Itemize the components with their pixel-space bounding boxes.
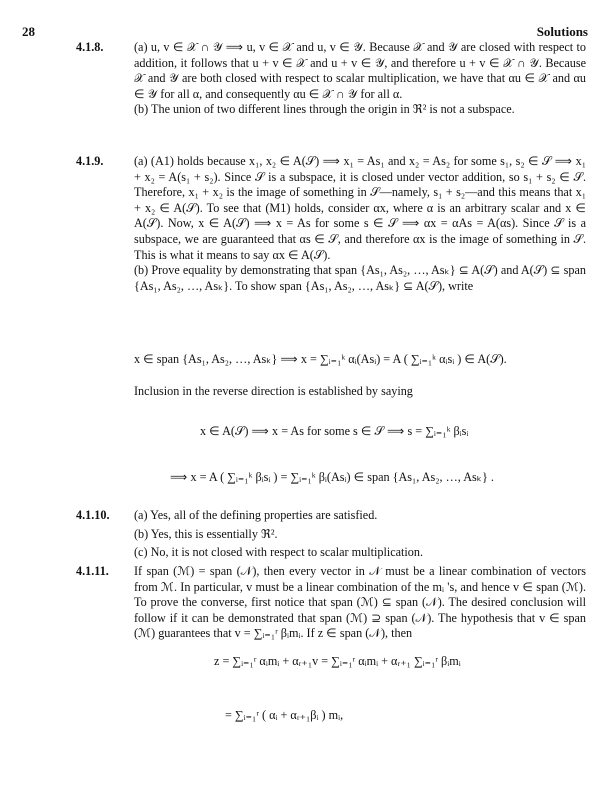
- paragraph: (a) (A1) holds because x₁, x₂ ∈ A(𝒮) ⟹ x₁ = As₁ and x₂ = As₂ for some s₁, s₂ ∈ 𝒮 ⟹ x₁ + x₂ = A(s₁ + s₂). Since 𝒮 is a subspace, it is closed under vector addition, so s₁ + s₂ ∈ 𝒮. Therefore, x₁ + x₂ is the image of something in 𝒮—namely, s₁ + s₂—and this means that x₁ + x₂ ∈ A(𝒮). To see that (M1) holds, consider αx, where α is an arbitrary scalar and x ∈ A(𝒮). Now, x ∈ A(𝒮) ⟹ x = As for some s ∈ 𝒮 ⟹ αx = αAs = A(αs). Since 𝒮 is a subspace, we are guaranteed that αs ∈ 𝒮, and therefore αx is the image of something in 𝒮. This is what it means to say αx ∈ A(𝒮).: [134, 154, 586, 262]
- page-number: 28: [22, 24, 35, 39]
- paragraph: (c) No, it is not closed with respect to scalar multiplication.: [134, 545, 424, 560]
- paragraph: If span (ℳ) = span (𝒩), then every vector in 𝒩 must be a linear combination of vectors from ℳ. In particular, v must be a linear combination of the mᵢ 's, and hence v ∈ span (ℳ). To prove the converse, first notice that span (ℳ) ⊆ span (𝒩). The desired conclusion will follow if it can be demonstrated that span (ℳ) ⊇ span (𝒩). The hypothesis that v ∈ span (ℳ) guarantees that v = ∑ᵢ₌₁ʳ βᵢmᵢ. If z ∈ span (𝒩), then: [134, 564, 586, 641]
- inclusion-sentence: Inclusion in the reverse direction is established by saying: [134, 384, 413, 398]
- paragraph: (b) The union of two different lines through the origin in ℜ² is not a subspace.: [134, 102, 515, 117]
- problem-4-1-11: [78, 564, 586, 642]
- equation-5: = ∑ᵢ₌₁ʳ ( αᵢ + αᵣ₊₁βᵢ ) mᵢ,: [225, 708, 344, 722]
- paragraph: (b) Prove equality by demonstrating that span {As₁, As₂, …, Asₖ} ⊆ A(𝒮) and A(𝒮) ⊆ span {As₁, As₂, …, Asₖ}. To show span {As₁, As₂, …, Asₖ} ⊆ A(𝒮), write: [134, 263, 586, 293]
- equation-4: z = ∑ᵢ₌₁ʳ αᵢmᵢ + αᵣ₊₁v = ∑ᵢ₌₁ʳ αᵢmᵢ + αᵣ₊₁ ∑ᵢ₌₁ʳ βᵢmᵢ: [214, 654, 461, 668]
- problem-number: 4.1.8.: [76, 40, 104, 54]
- running-title: Solutions: [536, 24, 588, 39]
- problem-4-1-8: [78, 40, 586, 118]
- equation-2: x ∈ A(𝒮) ⟹ x = As for some s ∈ 𝒮 ⟹ s = ∑ᵢ₌₁ᵏ βᵢsᵢ: [200, 424, 469, 438]
- problem-4-1-10: [78, 508, 586, 561]
- problem-number: 4.1.11.: [76, 564, 109, 578]
- paragraph: (a) Yes, all of the defining properties are satisfied.: [134, 508, 378, 522]
- problem-4-1-9: [78, 154, 586, 294]
- paragraph: (a) u, v ∈ 𝒳 ∩ 𝒴 ⟹ u, v ∈ 𝒳 and u, v ∈ 𝒴. Because 𝒳 and 𝒴 are closed with respect to addition, it follows that u + v ∈ 𝒳 and u + v ∈ 𝒴, and therefore u + v ∈ 𝒳 ∩ 𝒴. Because 𝒳 and 𝒴 are both closed with respect to scalar multiplication, we have that αu ∈ 𝒳 and αu ∈ 𝒴 for all α, and consequently αu ∈ 𝒳 ∩ 𝒴 for all α.: [134, 40, 586, 101]
- problem-number: 4.1.10.: [76, 508, 110, 522]
- paragraph: (b) Yes, this is essentially ℜ².: [134, 526, 278, 541]
- equation-1: x ∈ span {As₁, As₂, …, Asₖ} ⟹ x = ∑ᵢ₌₁ᵏ αᵢ(Asᵢ) = A ( ∑ᵢ₌₁ᵏ αᵢsᵢ ) ∈ A(𝒮).: [134, 352, 507, 366]
- equation-3: ⟹ x = A ( ∑ᵢ₌₁ᵏ βᵢsᵢ ) = ∑ᵢ₌₁ᵏ βᵢ(Asᵢ) ∈ span {As₁, As₂, …, Asₖ} .: [170, 470, 494, 484]
- problem-number: 4.1.9.: [76, 154, 104, 168]
